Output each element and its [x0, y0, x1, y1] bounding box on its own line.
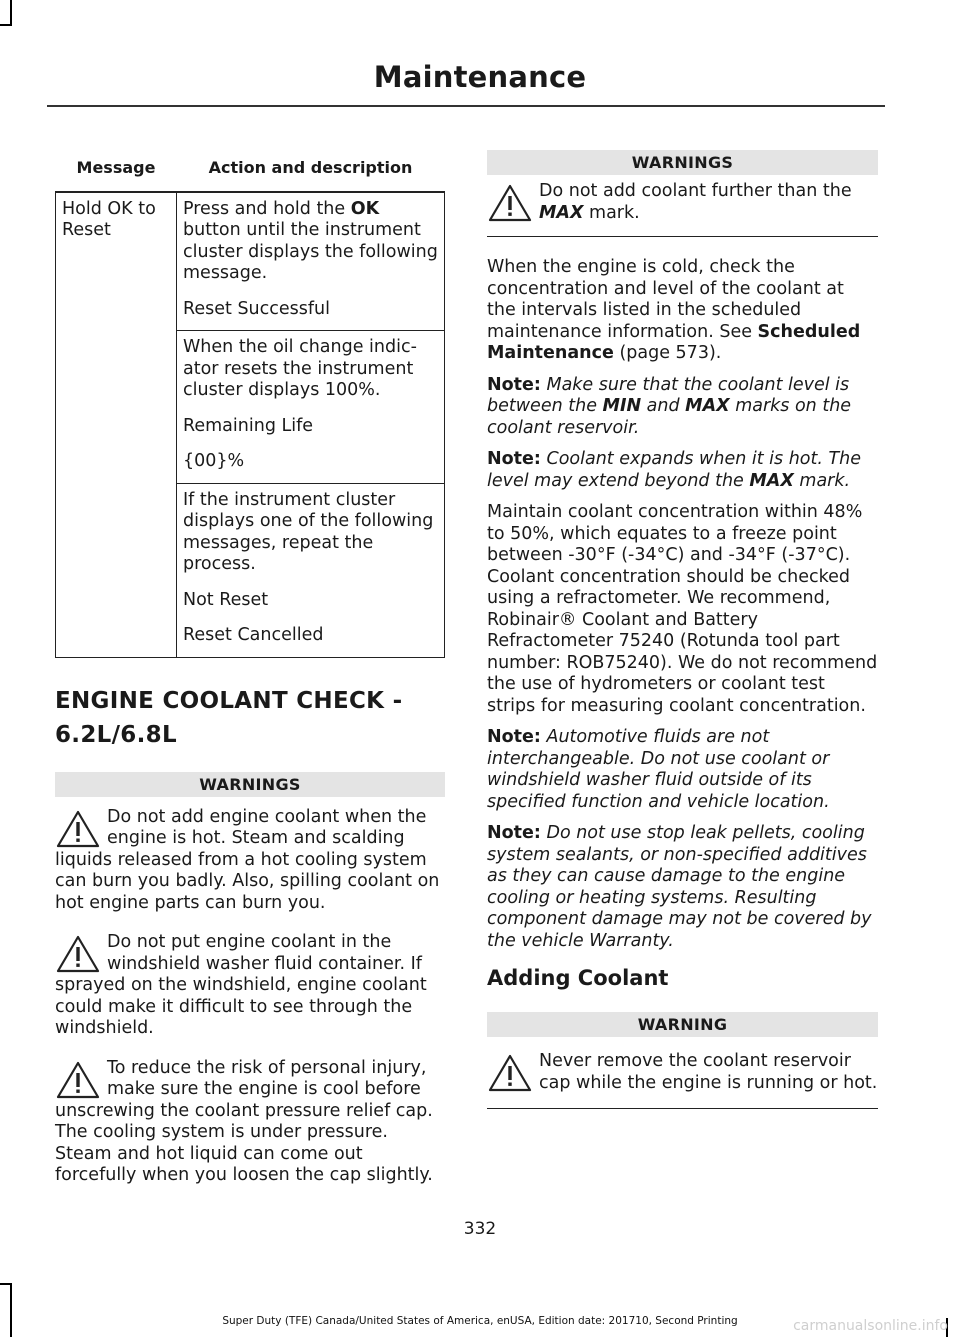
warning-end-rule — [487, 1108, 878, 1109]
watermark: carmanualsonline.info — [793, 1318, 948, 1334]
note: Note: Make sure that the coolant level is between the MIN and MAX marks on the coolant reservoir. — [487, 374, 852, 438]
crop-mark-top-left-v — [10, 0, 12, 24]
paragraph: When the engine is cold, check the concentration and level of the coolant at the intervals listed in the scheduled maintenance information. See Scheduled Maintenance (page 573). — [487, 257, 861, 363]
warnings-heading: WARNINGS — [55, 772, 445, 797]
warning-heading: WARNING — [487, 1012, 878, 1037]
cross-reference-link[interactable]: Scheduled Maintenance — [487, 321, 861, 363]
subsection-title: Adding Coolant — [487, 966, 669, 990]
action-text: When the oil change indic-ator resets the instrument cluster displays 100%. — [183, 337, 417, 400]
paragraph: Maintain coolant concentration within 48% to 50%, which equates to a freeze point between -30°F (-34°C) and -34°F (-37°C). Coolant concentration should be checked using a refractometer. We recommend, Robinair® Coolant and Battery Refractometer 75240 (Rotunda tool part number: ROB75240). We do not recommend the use of hydrometers or coolant test strips for measuring coolant concentration. — [487, 502, 878, 716]
warning-triangle-icon — [487, 183, 533, 223]
warning-triangle-icon — [487, 1053, 533, 1093]
page-number: 332 — [463, 1219, 497, 1239]
right-column — [487, 150, 878, 1109]
display-message: Remaining Life — [183, 415, 314, 436]
title-rule — [47, 105, 885, 107]
warning-item: Do not put engine coolant in the windshield washer fluid container. If sprayed on the windshield, engine coolant could make it difficult to see through the windshield. — [55, 932, 427, 1038]
action-text: If the instrument cluster displays one of the following messages, repeat the process. — [183, 489, 434, 574]
page-title: Maintenance — [373, 60, 587, 94]
crop-mark-bottom-left-v — [10, 1283, 12, 1337]
display-message: Reset Successful — [183, 298, 331, 319]
warning-triangle-icon — [55, 1060, 101, 1100]
warning-item: Do not add coolant further than the MAX mark. — [487, 181, 878, 224]
action-cell — [177, 192, 445, 331]
section-title: ENGINE COOLANT CHECK - 6.2L/6.8L — [55, 687, 403, 748]
column-header-message: Message — [56, 145, 177, 192]
crop-mark-bottom-left-h — [0, 1283, 12, 1285]
action-cell — [177, 483, 445, 657]
display-message: Reset Cancelled — [183, 625, 324, 645]
left-column — [55, 145, 445, 1193]
warning-item: To reduce the risk of personal injury, make sure the engine is cool before unscrewing the coolant pressure relief cap. The cooling system is under pressure. Steam and hot liquid can come out forcefully when you loosen the cap slightly. — [55, 1057, 433, 1185]
display-message: Not Reset — [183, 589, 269, 610]
warning-item: Do not add engine coolant when the engine is hot. Steam and scalding liquids released from a hot cooling system can burn you badly. Also, spilling coolant on hot engine parts can burn you. — [55, 806, 440, 913]
footer-edition-info: Super Duty (TFE) Canada/United States of America, enUSA, Edition date: 201710, Second Printing — [222, 1315, 738, 1327]
note: Note: Coolant expands when it is hot. The level may extend beyond the MAX mark. — [487, 449, 862, 491]
message-cell: Hold OK to Reset — [56, 192, 177, 658]
message-table — [55, 145, 445, 658]
action-text: Press and hold the OK button until the instrument cluster displays the following message. — [183, 198, 438, 283]
warning-triangle-icon — [55, 934, 101, 974]
warning-triangle-icon — [55, 809, 101, 849]
table-header-row — [56, 145, 445, 192]
warnings-heading: WARNINGS — [487, 150, 878, 175]
note: Note: Do not use stop leak pellets, cooling system sealants, or non-specified additives as they can cause damage to the engine cooling or heating systems. Resulting component damage may not be covered by the vehicle Warranty. — [487, 823, 872, 951]
action-cell — [177, 331, 445, 484]
warnings-list — [55, 807, 445, 1193]
note: Note: Automotive fluids are not interchangeable. Do not use coolant or windshield washer fluid outside of its specified function and vehicle location. — [487, 727, 830, 812]
column-header-action: Action and description — [177, 145, 445, 192]
display-message: {00}% — [183, 451, 245, 471]
warning-item: Never remove the coolant reservoir cap while the engine is running or hot. — [487, 1051, 878, 1094]
table-row — [56, 192, 445, 331]
crop-mark-top-left-h — [0, 24, 12, 26]
